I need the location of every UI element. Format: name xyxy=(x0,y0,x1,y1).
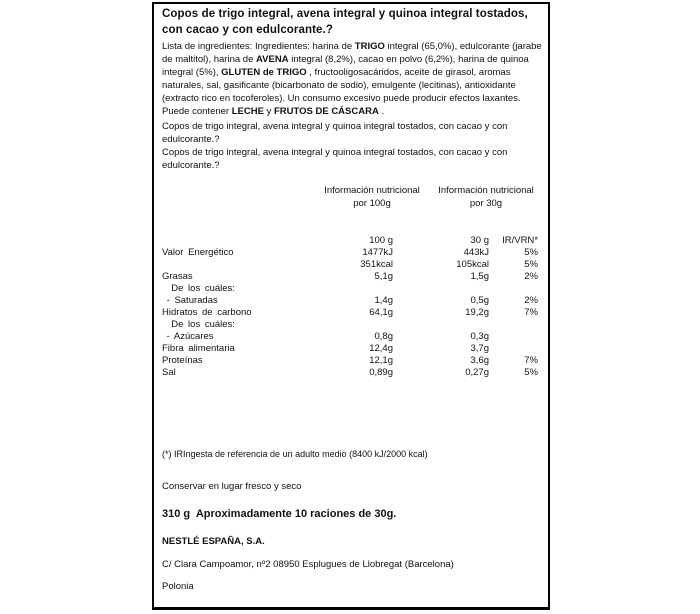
manufacturer-address: C/ Clara Campoamor, nº2 08950 Esplugues de Llobregat (Barcelona) xyxy=(162,558,454,570)
table-row xyxy=(162,319,542,331)
column-header-per-30g-line2: por 30g xyxy=(469,198,503,209)
nutrient-label: Sal xyxy=(162,367,176,378)
value-per-30g: 3,7g xyxy=(470,343,489,354)
nutrient-label: De los cuáles: xyxy=(162,319,235,330)
value-per-100g: 12,4g xyxy=(369,343,393,354)
column-header-per-30g-line1: Información nutricional xyxy=(438,185,534,196)
table-unit-row xyxy=(162,235,542,247)
value-ir-vrn: 7% xyxy=(524,307,538,318)
unit-ir-vrn: IR/VRN* xyxy=(502,235,538,246)
nutrient-label: Proteínas xyxy=(162,355,203,366)
value-ir-vrn: 2% xyxy=(524,295,538,306)
value-ir-vrn xyxy=(489,319,538,331)
value-per-30g: 443kJ xyxy=(463,247,489,258)
value-per-30g: 1,5g xyxy=(470,271,489,282)
value-ir-vrn xyxy=(489,283,538,295)
ingredients-text-part: . xyxy=(378,106,385,117)
column-header-per-100g-line2: por 100g xyxy=(353,198,391,209)
nutrient-label: - Saturadas xyxy=(162,295,218,306)
value-ir-vrn: 2% xyxy=(524,271,538,282)
unit-30g: 30 g xyxy=(470,235,489,246)
value-per-100g: 0,8g xyxy=(374,331,393,342)
value-per-30g xyxy=(393,283,489,295)
nutrient-label: De los cuáles: xyxy=(162,283,235,294)
ingredients-text-part: integral (8,2%), cacao en polvo (6,2%), harina de quinoa integral (5%), xyxy=(162,54,529,78)
product-label-box xyxy=(152,2,550,610)
table-row xyxy=(162,355,542,367)
ingredients-text-part: integral (65,0%), edulcorante (jarabe de maltitol), harina de xyxy=(162,41,542,65)
nutrient-label: Valor Energético xyxy=(162,247,234,258)
storage-instructions: Conservar en lugar fresco y seco xyxy=(162,481,302,492)
nutrient-label xyxy=(162,259,312,271)
value-ir-vrn xyxy=(489,331,538,343)
value-per-100g: 1,4g xyxy=(374,295,393,306)
value-per-100g: 351kcal xyxy=(360,259,393,270)
ingredients-text-part: , fructooligosacáridos, aceite de girasol, aromas naturales, sal, gasificante (bicarbonato de sodio), emulgente (lecitinas), antioxidante (extracto rico en tocoferoles). Un consumo excesivo puede producir efectos laxantes. Puede contener xyxy=(162,67,521,117)
value-per-30g: 3,6g xyxy=(470,355,489,366)
reference-intake-footnote: (*) IRIngesta de referencia de un adulto medio (8400 kJ/2000 kcal) xyxy=(162,449,428,459)
ingredient-allergen-frutos-cascara: FRUTOS DE CÁSCARA xyxy=(273,106,379,117)
table-row xyxy=(162,343,542,355)
value-per-30g: 0,5g xyxy=(470,295,489,306)
ingredient-allergen-avena: AVENA xyxy=(256,54,289,65)
ingredients-text-part: Lista de ingredientes: Ingredientes: harina de xyxy=(162,41,355,52)
net-weight-servings: 310 g Aproximadamente 10 raciones de 30g. xyxy=(162,508,397,520)
value-per-100g xyxy=(312,283,393,295)
nutrient-label: - Azúcares xyxy=(162,331,214,342)
value-per-30g: 105kcal xyxy=(456,259,489,270)
nutrient-label: Grasas xyxy=(162,271,193,282)
value-per-100g: 5,1g xyxy=(374,271,393,282)
value-ir-vrn xyxy=(489,343,538,355)
table-row xyxy=(162,367,542,379)
nutrition-table xyxy=(162,235,542,379)
value-ir-vrn: 5% xyxy=(524,247,538,258)
column-header-per-100g-line1: Información nutricional xyxy=(324,185,420,196)
value-ir-vrn: 5% xyxy=(524,259,538,270)
value-per-100g: 64,1g xyxy=(369,307,393,318)
product-name-repeat-1: Copos de trigo integral, avena integral y quinoa integral tostados, con cacao y con edulcorante.? xyxy=(162,121,508,145)
ingredients-paragraph xyxy=(162,40,542,118)
table-row xyxy=(162,331,542,343)
column-header-per-100g xyxy=(307,184,437,210)
value-ir-vrn: 5% xyxy=(524,367,538,378)
product-title: Copos de trigo integral, avena integral y quinoa integral tostados, con cacao y con edulcorante.? xyxy=(162,8,528,36)
ingredients-text-part: y xyxy=(263,106,274,117)
value-per-100g: 0,89g xyxy=(369,367,393,378)
column-header-per-30g xyxy=(421,184,551,210)
nutrient-label: Fibra alimentaria xyxy=(162,343,235,354)
table-row xyxy=(162,259,542,271)
table-row xyxy=(162,307,542,319)
ingredient-allergen-leche: LECHE xyxy=(231,106,264,117)
country-of-origin: Polonia xyxy=(162,581,194,592)
ingredient-allergen-trigo: TRIGO xyxy=(354,41,385,52)
product-name-repeat-2: Copos de trigo integral, avena integral y quinoa integral tostados, con cacao y con edulcorante.? xyxy=(162,147,508,171)
nutrition-column-headers xyxy=(162,184,542,210)
unit-row-label xyxy=(162,235,312,247)
nutrient-label: Hidratos de carbono xyxy=(162,307,252,318)
table-row xyxy=(162,295,542,307)
table-row xyxy=(162,271,542,283)
table-row xyxy=(162,247,542,259)
unit-100g: 100 g xyxy=(369,235,393,246)
value-per-100g xyxy=(312,319,393,331)
value-ir-vrn: 7% xyxy=(524,355,538,366)
value-per-100g: 1477kJ xyxy=(362,247,393,258)
value-per-100g: 12,1g xyxy=(369,355,393,366)
ingredient-allergen-gluten: GLUTEN de TRIGO xyxy=(221,67,307,78)
value-per-30g xyxy=(393,319,489,331)
value-per-30g: 0,27g xyxy=(465,367,489,378)
manufacturer-name: NESTLÉ ESPAÑA, S.A. xyxy=(162,536,265,547)
value-per-30g: 19,2g xyxy=(465,307,489,318)
value-per-30g: 0,3g xyxy=(470,331,489,342)
table-row xyxy=(162,283,542,295)
